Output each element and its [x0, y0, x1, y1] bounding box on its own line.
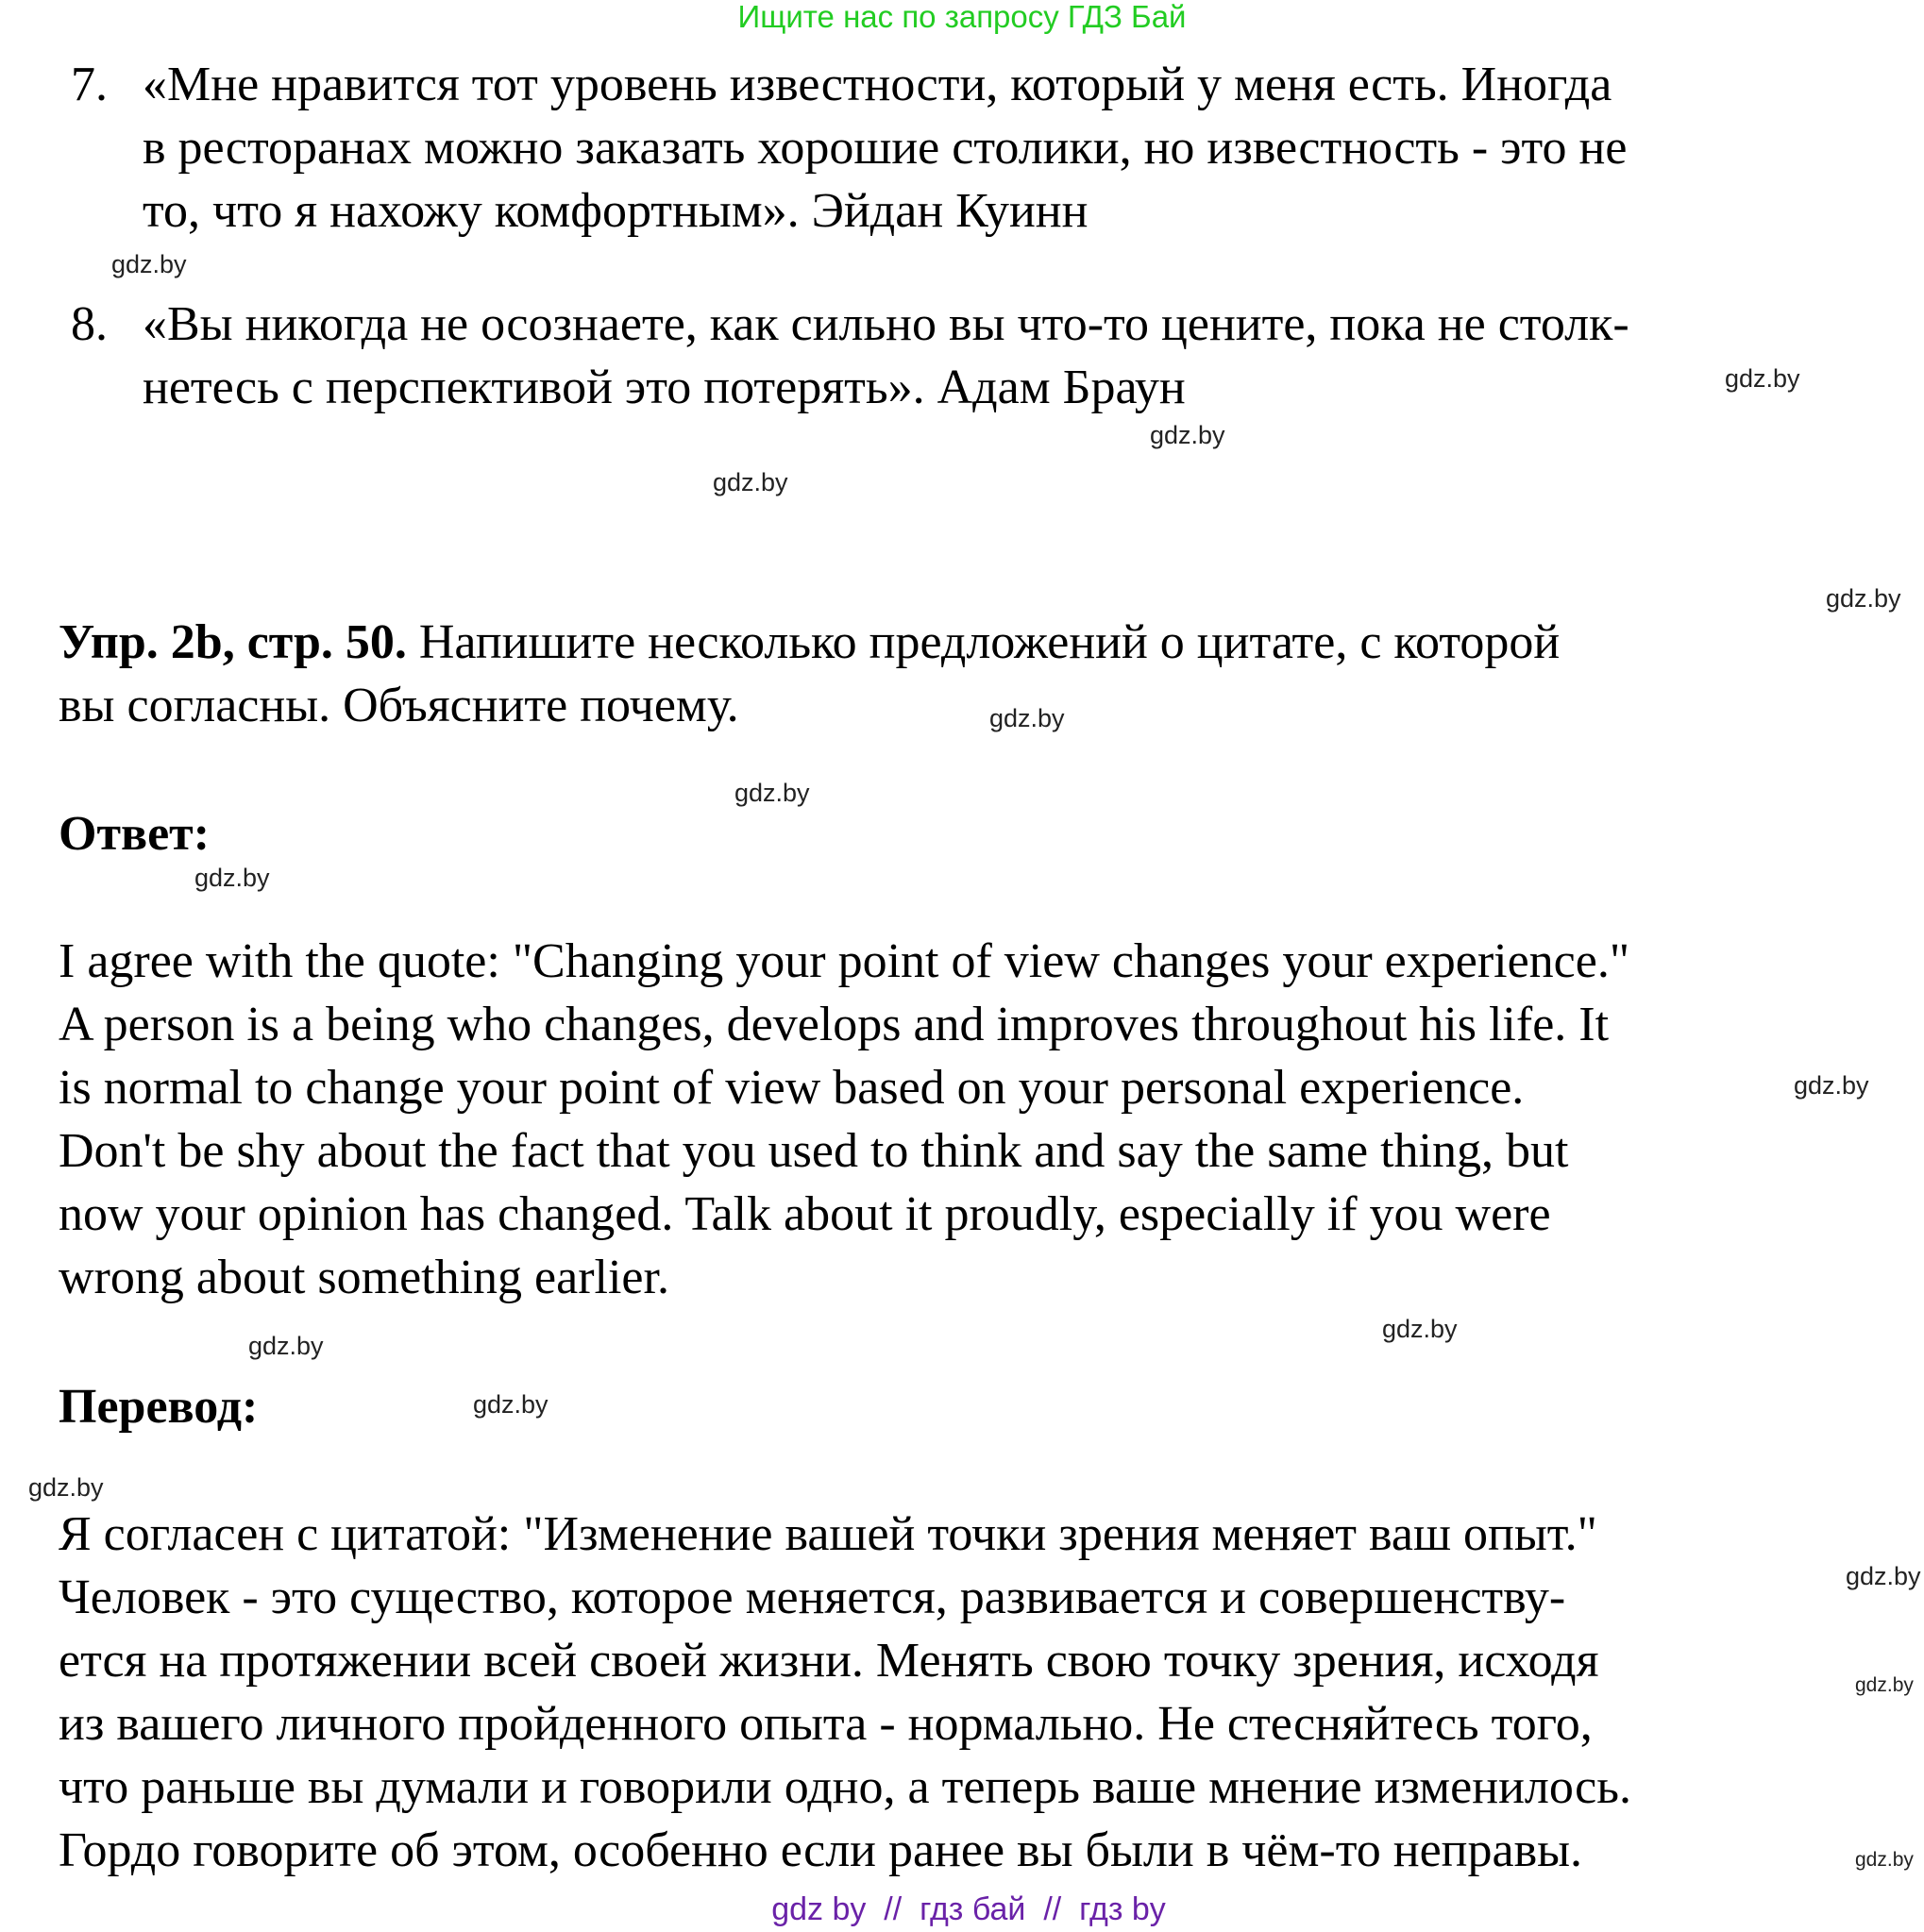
watermark: gdz.by — [1150, 421, 1225, 449]
watermark: gdz.by — [1855, 1674, 1914, 1696]
answer-line: Don't be shy about the fact that you used to think and say the same thing, but — [59, 1124, 1569, 1178]
watermark: gdz.by — [989, 704, 1065, 732]
translation-line: что раньше вы думали и говорили одно, а теперь ваше мнение изменилось. — [59, 1760, 1631, 1814]
watermark: gdz.by — [1826, 584, 1901, 613]
translation-line: Гордо говорите об этом, особенно если ранее вы были в чём-то неправы. — [59, 1823, 1583, 1877]
watermark: gdz.by — [1382, 1315, 1458, 1343]
answer-line: wrong about something earlier. — [59, 1251, 669, 1304]
footer-links: gdz by // гдз бай // гдз by — [771, 1891, 1166, 1927]
task-line: вы согласны. Объясните почему. — [59, 679, 739, 732]
quote-number: 7. — [71, 58, 108, 111]
quote-line: «Мне нравится тот уровень известности, который у меня есть. Иногда — [143, 58, 1612, 111]
quote-line: то, что я нахожу комфортным». Эйдан Куинн — [143, 184, 1089, 238]
task-label: Упр. 2b, стр. 50. — [59, 615, 407, 669]
watermark: gdz.by — [473, 1390, 549, 1419]
answer-line: now your opinion has changed. Talk about it proudly, especially if you were — [59, 1187, 1551, 1241]
answer-line: I agree with the quote: "Changing your point of view changes your experience." — [59, 934, 1630, 988]
translation-line: Человек - это существо, которое меняется, развивается и совершенству- — [59, 1571, 1566, 1624]
answer-line: A person is a being who changes, develops and improves throughout his life. It — [59, 998, 1610, 1051]
search-hint-header: Ищите нас по запросу ГДЗ Бай — [737, 0, 1187, 34]
translation-line: Я согласен с цитатой: "Изменение вашей точки зрения меняет ваш опыт." — [59, 1507, 1597, 1561]
quote-line: в ресторанах можно заказать хорошие столики, но известность - это не — [143, 121, 1628, 175]
watermark: gdz.by — [248, 1332, 324, 1360]
answer-heading: Ответ: — [59, 807, 211, 861]
translation-line: ется на протяжении всей своей жизни. Менять свою точку зрения, исходя — [59, 1634, 1599, 1688]
watermark: gdz.by — [111, 250, 187, 278]
task-text: Напишите несколько предложений о цитате, с которой — [406, 615, 1561, 669]
task-line — [59, 615, 1561, 669]
watermark: gdz.by — [713, 468, 788, 496]
watermark: gdz.by — [734, 779, 810, 807]
quote-line: «Вы никогда не осознаете, как сильно вы что-то цените, пока не столк- — [143, 297, 1629, 351]
quote-number: 8. — [71, 297, 108, 351]
watermark: gdz.by — [194, 864, 270, 892]
answer-line: is normal to change your point of view based on your personal experience. — [59, 1061, 1525, 1115]
watermark: gdz.by — [1794, 1071, 1869, 1100]
watermark: gdz.by — [28, 1473, 104, 1502]
translation-heading: Перевод: — [59, 1380, 259, 1434]
translation-line: из вашего личного пройденного опыта - нормально. Не стесняйтесь того, — [59, 1697, 1593, 1751]
quote-line: нетесь с перспективой это потерять». Адам Браун — [143, 361, 1186, 414]
watermark: gdz.by — [1855, 1849, 1914, 1871]
watermark: gdz.by — [1846, 1562, 1921, 1590]
watermark: gdz.by — [1725, 364, 1800, 393]
